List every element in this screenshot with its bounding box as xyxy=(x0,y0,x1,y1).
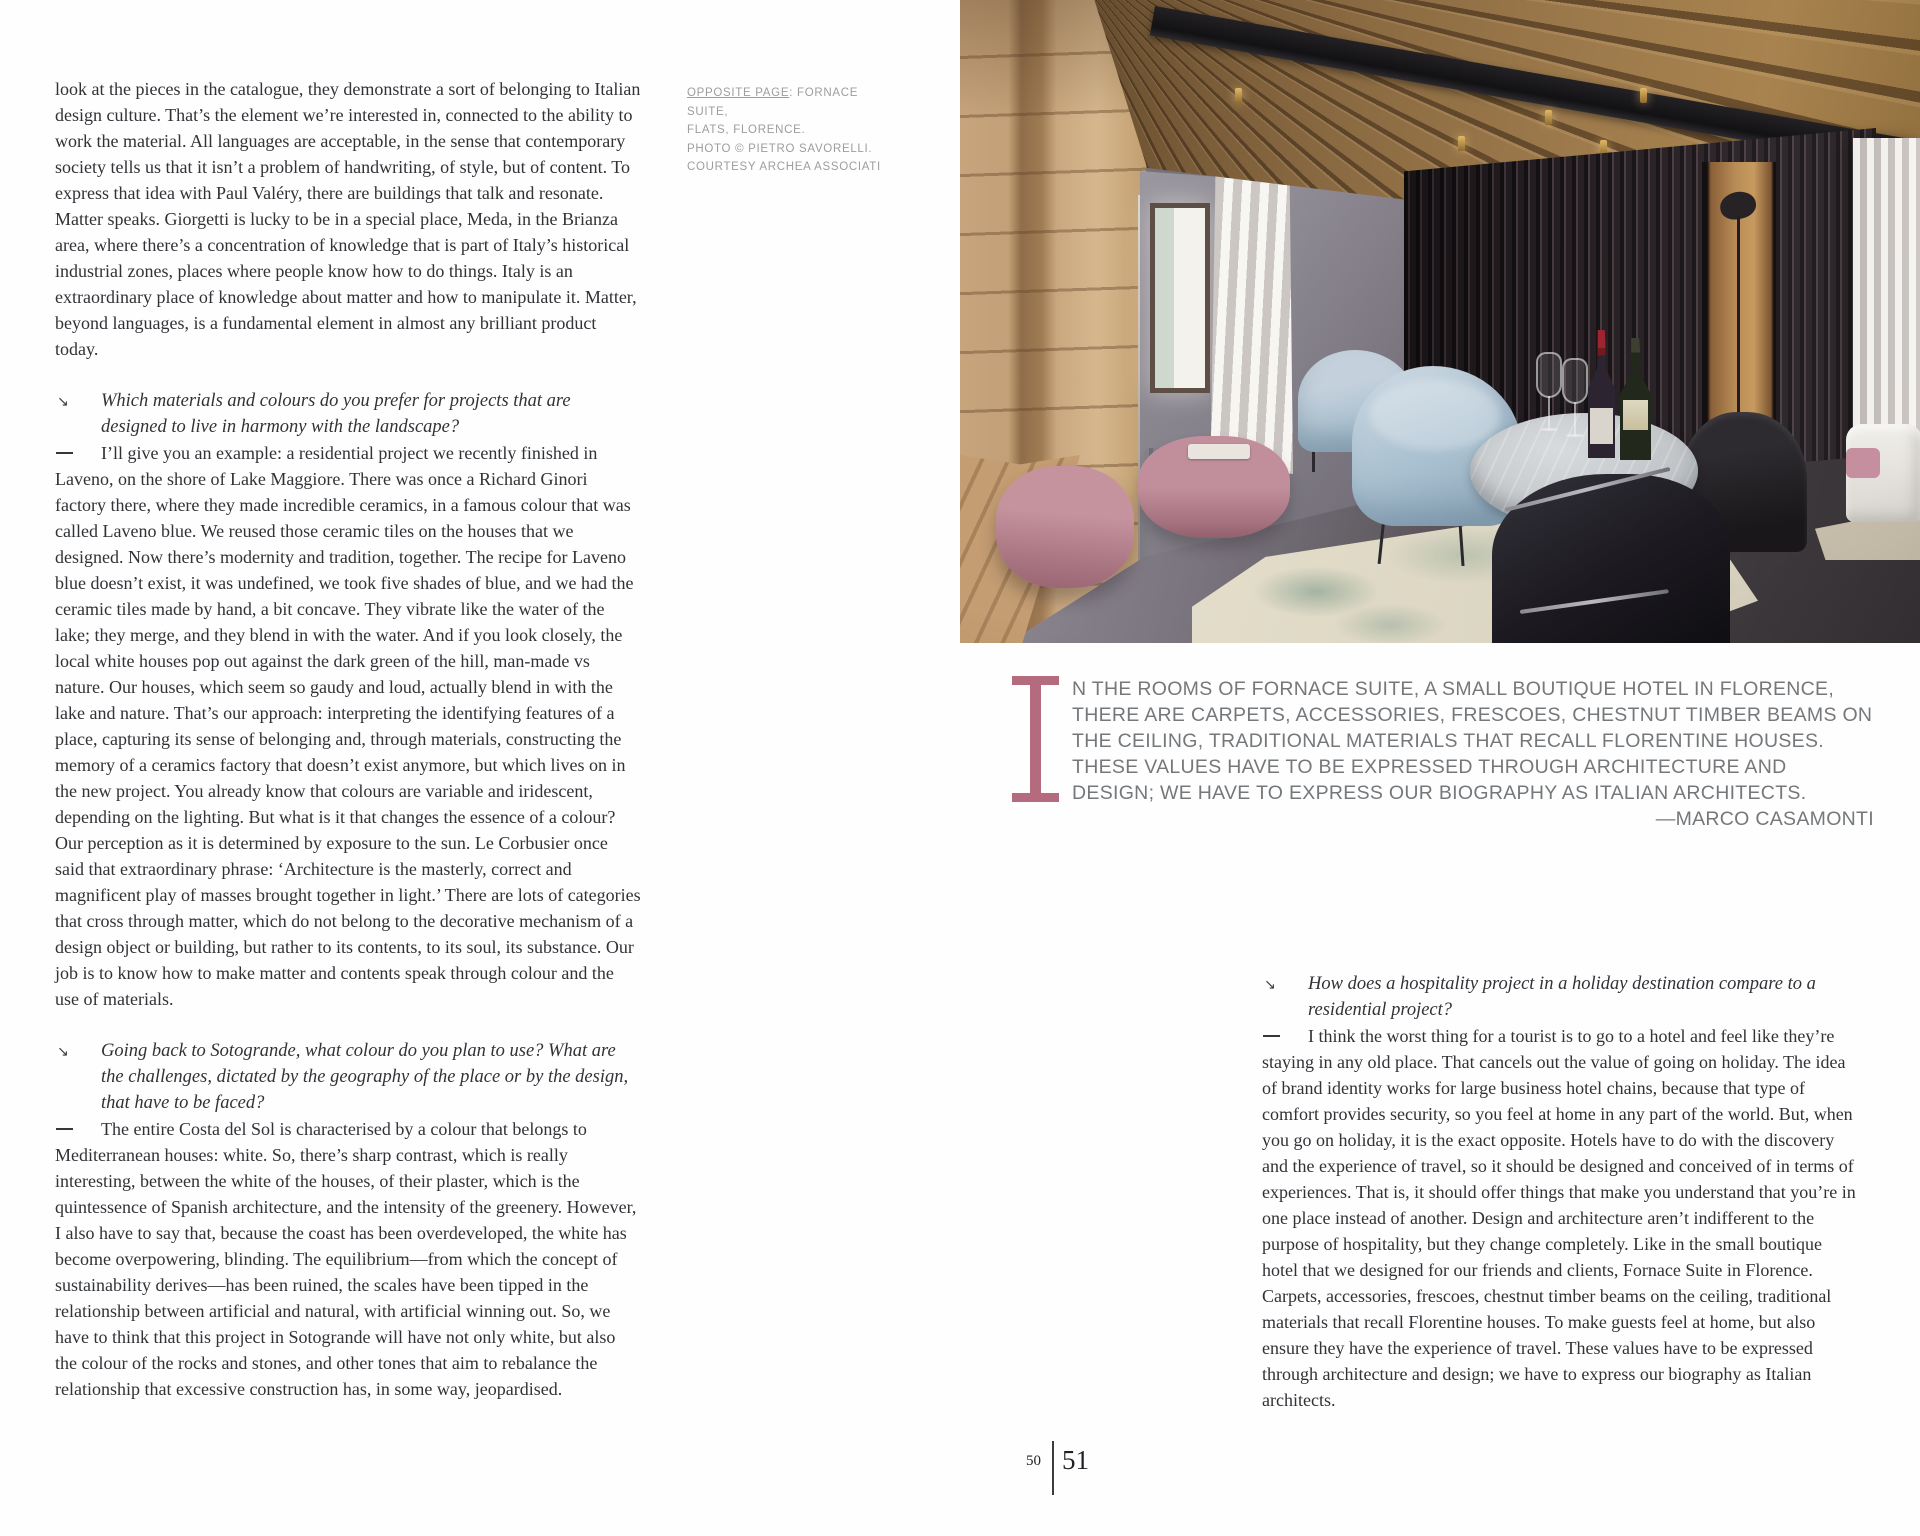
caption-line3: PHOTO © PIETRO SAVORELLI. xyxy=(687,142,873,155)
photo-ottoman-tray xyxy=(1188,444,1250,459)
answer-dash-marker xyxy=(56,452,73,454)
page-number-left: 50 xyxy=(1026,1453,1041,1469)
answer-text: I’ll give you an example: a residential project we recently finished in Laveno, on the shore of Lake Maggiore. There was once a Richard Ginori factory there, where they made incredible ceramics, in a famous colour that was called Laveno blue. We reused those ceramic tiles on the houses that we designed. Now there’s modernity and tradition, together. The recipe for Laveno blue doesn’t exist, it was undefined, we took five shades of blue, and we had the ceramic tiles made by hand, a bit concave. They vibrate like the water of the lake; they merge, and they blend in with the water. And if you look closely, the local white houses pop out against the dark green of the hill, man-made vs nature. Our houses, which seem so gaudy and loud, actually blend in with the lake and nature. That’s our approach: interpreting the identifying features of a place, capturing its sense of belonging and, through materials, constructing the memory of a ceramics factory that doesn’t exist anymore, but which lives on in the new project. You already know that colours are variable and iridescent, depending on the lighting. But what is it that changes the essence of a colour? Our perception as it is determined by exposure to the sun. Le Corbusier once said that extraordinary phrase: ‘Architecture is the masterly, correct and magnificent play of masses brought together in light.’ There are lots of categories that cross through matter, which do not belong to the decorative mechanism of a design object or building, but rather to its contents, to its soul, its substance. Our job is to know how to make matter and contents speak through colour and the use of materials. xyxy=(55,443,641,1009)
dropcap-letter-i xyxy=(1012,676,1059,802)
photo-wine-glass-foot xyxy=(1566,434,1584,437)
photo-brass-spotlight xyxy=(1545,110,1552,125)
interview-question xyxy=(55,1038,641,1116)
caption-line1: : FORNACE SUITE, xyxy=(687,87,859,118)
photo-wine-glass xyxy=(1536,352,1562,398)
right-text-column xyxy=(1262,971,1858,1413)
photo-wine-glass xyxy=(1562,358,1588,404)
interview-answer xyxy=(55,1116,641,1402)
photo-sheer-curtain xyxy=(1207,168,1293,474)
photo-brass-spotlight xyxy=(1458,136,1465,151)
photo-brass-spotlight xyxy=(1640,88,1647,103)
answer-dash-marker xyxy=(1263,1035,1280,1037)
question-text: Which materials and colours do you prefer for projects that are designed to live in harmony with the landscape? xyxy=(101,391,571,437)
photo-window xyxy=(1150,203,1210,393)
page-number-right: 51 xyxy=(1062,1445,1089,1475)
qa-block-materials xyxy=(55,388,641,1012)
photo-brass-spotlight xyxy=(1235,88,1242,103)
photo-wine-glass-foot xyxy=(1540,428,1558,431)
answer-text: I think the worst thing for a tourist is to go to a hotel and feel like they’re staying in any old place. That cancels out the value of going on holiday. The idea of brand identity works for large business hotel chains, because that type of comfort provides security, so you feel at home in any part of the world. But, when you go on holiday, it is the exact opposite. Hotels have to do with the discovery and the experience of travel, so it should be designed and conceived of in terms of experiences. That is, it should offer things that make you understand that you’re in one place instead of another. Design and architecture aren’t indifferent to the purpose of hospitality, but they change completely. Like in the small boutique hotel that we designed for our friends and clients, Fornace Suite in Florence. Carpets, accessories, frescoes, chestnut timber beams on the ceiling, traditional materials that recall Florentine houses. To make guests feel at home, but also ensure they have the experience of travel. These values have to be expressed through architecture and design; we have to express our biography as Italian architects. xyxy=(1262,1026,1856,1410)
interview-answer xyxy=(55,440,641,1012)
interview-question xyxy=(55,388,641,440)
photo-pink-cushion xyxy=(1846,448,1880,478)
photo-champagne-label xyxy=(1623,400,1648,430)
photo-pink-ottoman-front xyxy=(996,466,1134,588)
dropcap-stem xyxy=(1030,676,1041,802)
photo-brass-spotlight xyxy=(1600,140,1607,155)
qa-block-sotogrande xyxy=(55,1038,641,1402)
question-text: Going back to Sotogrande, what colour do you plan to use? What are the challenges, dictated by the geography of the place or by the design, that have to be faced? xyxy=(101,1041,629,1113)
question-arrow-icon: ↘ xyxy=(57,1044,69,1060)
pull-quote-text-block xyxy=(1072,676,1874,832)
photo-wine-bottle-label xyxy=(1590,408,1613,444)
interview-answer xyxy=(1262,1023,1858,1413)
photo-black-chair-front xyxy=(1492,474,1730,643)
photo-caption xyxy=(687,84,902,177)
left-text-column xyxy=(55,76,641,1402)
answer-text: The entire Costa del Sol is characterised by a colour that belongs to Mediterranean houses: white. So, there’s sharp contrast, which is really interesting, between the white of the houses, of their plaster, which is the quintessence of Spanish architecture, and the intensity of the greenery. However, I also have to say that, because the coast has been overdeveloped, the white has become overpowering, blinding. The equilibrium—from which the concept of sustainability derives—has been ruined, the scales have been tipped in the relationship between artificial and natural, with artificial winning out. So, we have to think that this project in Sotogrande will have not only white, but also the colour of the rocks and stones, and other tones that aim to rebalance the relationship that excessive construction has, in some way, jeopardised. xyxy=(55,1119,637,1399)
caption-line4: COURTESY ARCHEA ASSOCIATI xyxy=(687,161,881,173)
pull-quote-text: N THE ROOMS OF FORNACE SUITE, A SMALL BOUTIQUE HOTEL IN FLORENCE, THERE ARE CARPETS, ACCESSORIES, FRESCOES, CHESTNUT TIMBER BEAMS ON THE CEILING, TRADITIONAL MATERIALS THAT RECALL FLORENTINE HOUSES. THESE VALUES HAVE TO BE EXPRESSED THROUGH ARCHITECTURE AND DESIGN; WE HAVE TO EXPRESS OUR BIOGRAPHY AS ITALIAN ARCHITECTS. xyxy=(1072,678,1873,804)
photo-wine-glass-stem xyxy=(1574,402,1576,436)
answer-dash-marker xyxy=(56,1128,73,1130)
pull-quote-attribution: —MARCO CASAMONTI xyxy=(1655,808,1874,830)
question-arrow-icon: ↘ xyxy=(57,394,69,410)
photo-wine-glass-stem xyxy=(1548,396,1550,430)
question-text: How does a hospitality project in a holiday destination compare to a residential project? xyxy=(1308,974,1816,1020)
intro-paragraph: look at the pieces in the catalogue, they demonstrate a sort of belonging to Italian design culture. That’s the element we’re interested in, connected to the ability to work the material. All languages are acceptable, in the sense that contemporary society tells us that it isn’t a problem of handwriting, of style, but of content. To express that idea with Paul Valéry, there are buildings that talk and resonate. Matter speaks. Giorgetti is lucky to be in a special place, Meda, in the Brianza area, where there’s a concentration of knowledge that is part of Italy’s historical industrial zones, places where people know how to do things. Italy is an extraordinary place of knowledge about matter and how to manipulate it. Matter, beyond languages, is a fundamental element in almost any brilliant product today. xyxy=(55,79,641,359)
question-arrow-icon: ↘ xyxy=(1264,977,1276,993)
qa-block-hospitality xyxy=(1262,971,1858,1413)
interview-question xyxy=(1262,971,1858,1023)
pull-quote xyxy=(1012,676,1874,832)
photo-armchair-highlight xyxy=(1370,380,1500,450)
opposite-page-photo xyxy=(960,0,1920,643)
caption-line2: FLATS, FLORENCE. xyxy=(687,124,806,136)
page-number-divider xyxy=(1052,1441,1054,1495)
dropcap-bottom-bar xyxy=(1012,793,1059,802)
caption-label: OPPOSITE PAGE xyxy=(687,87,790,99)
